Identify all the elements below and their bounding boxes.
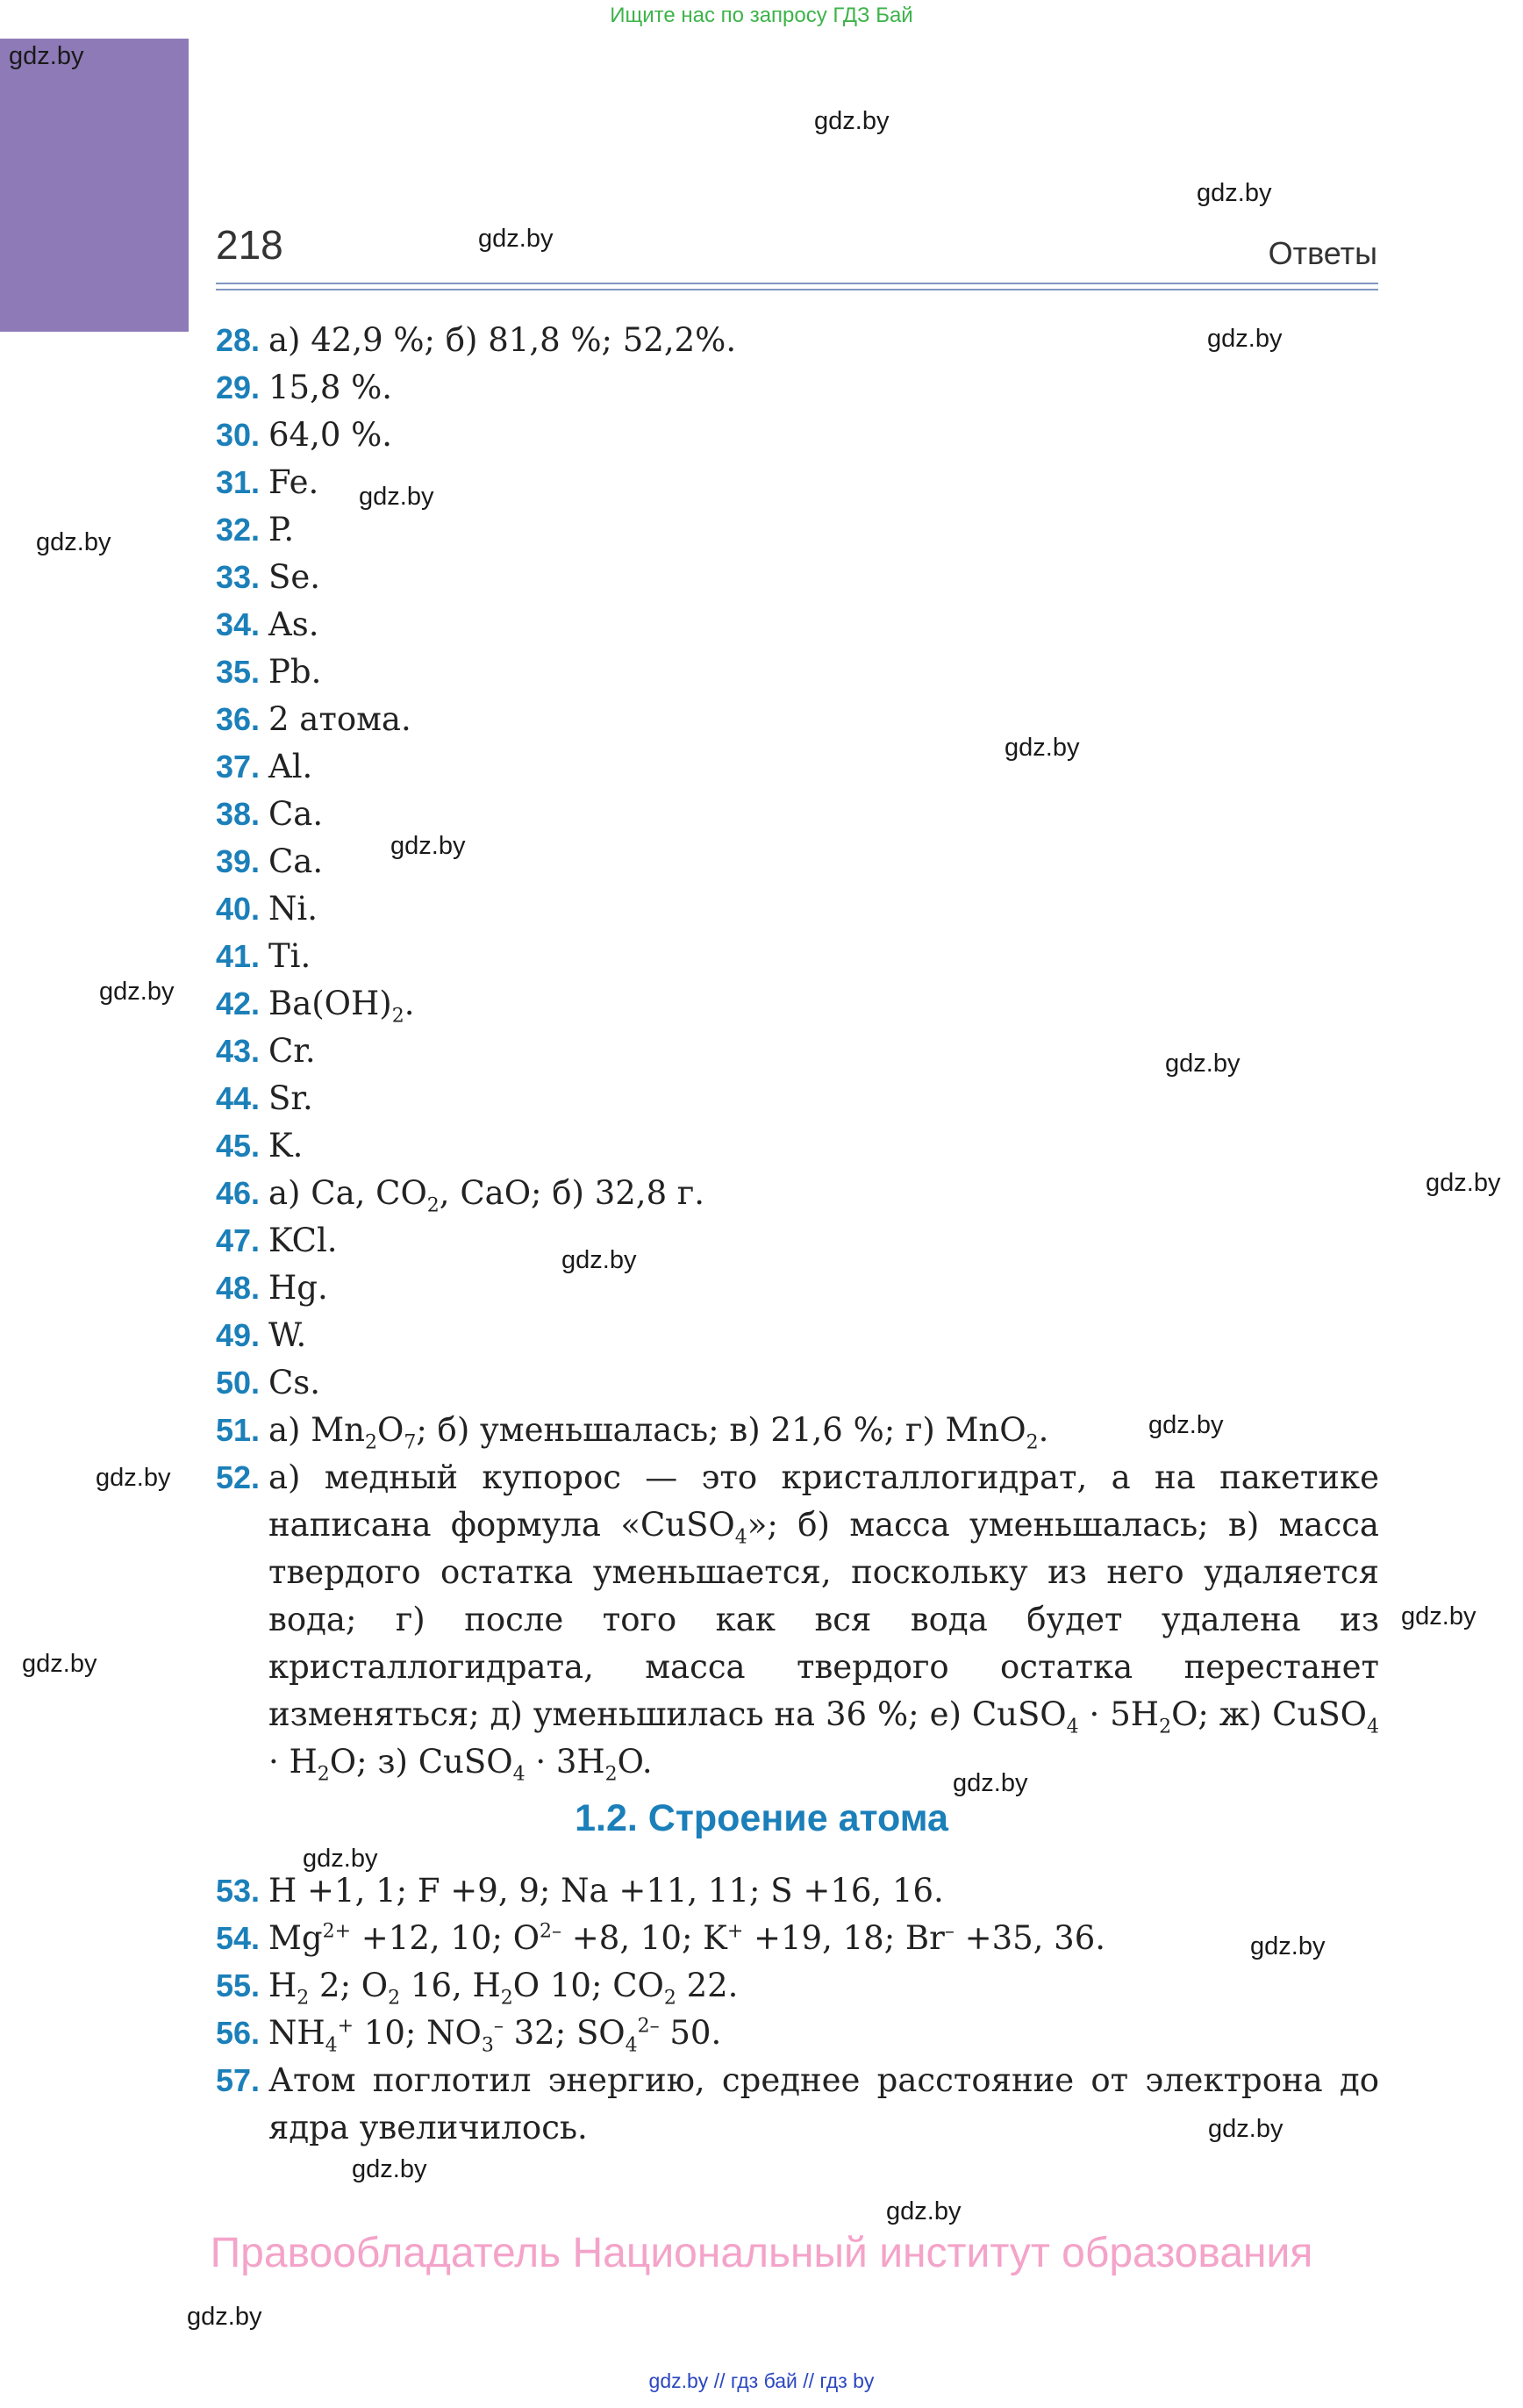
answer-number: 55. bbox=[216, 1967, 261, 2003]
watermark: gdz.by bbox=[561, 1246, 637, 1274]
section-title: 1.2. Строение атома bbox=[575, 1797, 948, 1839]
watermark: gdz.by bbox=[9, 42, 84, 70]
answer-text: а) $Mn_2O_7$; б) уменьшалась; в) 21,6 %; г) MnO$_2$. bbox=[268, 1411, 1049, 1454]
top-banner[interactable]: Ищите нас по запросу ГДЗ Бай bbox=[610, 4, 913, 27]
watermark: gdz.by bbox=[187, 2303, 262, 2331]
watermark: gdz.by bbox=[1208, 2115, 1283, 2143]
watermark: gdz.by bbox=[1426, 1169, 1501, 1197]
answer-text: 64,0 %. bbox=[268, 416, 393, 454]
watermark: gdz.by bbox=[22, 1650, 97, 1678]
watermark: gdz.by bbox=[814, 107, 890, 135]
answer-text: $Mg^{2+} +12$, 10; $O^{2-} +8$, 10; K+ +19, 18; Br– +35, 36. bbox=[268, 1919, 1106, 1957]
answer-text: Sr. bbox=[268, 1079, 313, 1117]
answer-text: K. bbox=[268, 1127, 304, 1165]
answers-list-section-2 bbox=[216, 1867, 1379, 2152]
watermark: gdz.by bbox=[1165, 1050, 1241, 1078]
answer-text: Al. bbox=[268, 748, 313, 785]
answer-text: 15,8 %. bbox=[268, 369, 393, 406]
watermark: gdz.by bbox=[1197, 179, 1272, 207]
answer-number: 38. bbox=[216, 796, 261, 832]
answer-text: а) 42,9 %; б) 81,8 %; 52,2%. bbox=[268, 321, 737, 359]
answer-number: 31. bbox=[216, 464, 261, 500]
answer-number: 39. bbox=[216, 843, 261, 879]
watermark: gdz.by bbox=[352, 2155, 427, 2183]
watermark: gdz.by bbox=[36, 528, 111, 556]
answer-number: 51. bbox=[216, 1412, 261, 1448]
answer-text: Pb. bbox=[268, 653, 322, 691]
answer-number: 49. bbox=[216, 1317, 261, 1353]
answer-number: 45. bbox=[216, 1128, 261, 1164]
watermark: gdz.by bbox=[953, 1769, 1028, 1797]
watermark: gdz.by bbox=[99, 978, 175, 1006]
answer-text: а) медный купорос — это кристаллогидрат, а на пакетике написана формула «CuSO$_4$»; б) масса уменьшалась; в) масса твердого остатка уменьшается, поскольку из него удаляется вода; г) после того как вся вода будет удалена из кристаллогидрата, масса твердого остатка перестанет изменяться; д) уменьшилась на 36 %; е) CuSO$_4$ · $5H_2O$; ж) CuSO$_4$ · $H_2O$; з) CuSO$_4$ · $3H_2O$. bbox=[268, 1458, 1379, 1786]
answer-number: 36. bbox=[216, 701, 261, 737]
answer-number: 37. bbox=[216, 749, 261, 785]
answer-text: $NH_4^+$ 10; $NO_3^-$ 32; $SO_4^{2-}$ 50. bbox=[268, 2014, 722, 2057]
answer-number: 53. bbox=[216, 1873, 261, 1909]
answer-number: 30. bbox=[216, 417, 261, 453]
answer-number: 29. bbox=[216, 369, 261, 405]
answer-text: Ca. bbox=[268, 842, 324, 880]
answer-text: $H_2$ 2; $O_2$ 16, $H_2O$ 10; $CO_2$ 22. bbox=[268, 1967, 739, 2010]
answer-text: 2 атома. bbox=[268, 700, 411, 738]
answer-number: 43. bbox=[216, 1033, 261, 1069]
answer-number: 34. bbox=[216, 606, 261, 642]
header-rule bbox=[216, 283, 1378, 284]
answer-text: P. bbox=[268, 511, 295, 548]
answer-text: Ni. bbox=[268, 890, 318, 928]
footer-links[interactable]: gdz.by // гдз бай // гдз by bbox=[648, 2369, 875, 2392]
copyright-notice: Правообладатель Национальный институт образования bbox=[210, 2230, 1313, 2276]
answer-text: Ti. bbox=[268, 937, 311, 975]
answer-text: Ca. bbox=[268, 795, 324, 833]
watermark: gdz.by bbox=[886, 2197, 962, 2225]
answers-list bbox=[216, 317, 1379, 1786]
answer-number: 57. bbox=[216, 2062, 261, 2098]
answer-number: 56. bbox=[216, 2015, 261, 2051]
answer-number: 40. bbox=[216, 891, 261, 927]
answer-text: Se. bbox=[268, 558, 321, 596]
corner-decor-block bbox=[0, 39, 189, 332]
answer-number: 47. bbox=[216, 1222, 261, 1258]
answer-text: H +1, 1; F +9, 9; Na +11, 11; S +16, 16. bbox=[268, 1872, 944, 1910]
answer-number: 54. bbox=[216, 1920, 261, 1956]
answer-number: 41. bbox=[216, 938, 261, 974]
answer-text: As. bbox=[268, 606, 319, 643]
answer-text: $Ba(OH)_2$. bbox=[268, 985, 415, 1028]
watermark: gdz.by bbox=[1207, 325, 1283, 353]
answer-number: 50. bbox=[216, 1365, 261, 1401]
watermark: gdz.by bbox=[478, 225, 554, 253]
watermark: gdz.by bbox=[359, 483, 434, 511]
header-title: Ответы bbox=[1268, 235, 1377, 271]
answer-number: 28. bbox=[216, 322, 261, 358]
answer-number: 44. bbox=[216, 1080, 261, 1116]
watermark: gdz.by bbox=[1148, 1411, 1224, 1439]
answer-number: 33. bbox=[216, 559, 261, 595]
answer-text: а) Ca, $CO_2$, CaO; б) 32,8 г. bbox=[268, 1174, 705, 1217]
answer-text: Fe. bbox=[268, 463, 319, 501]
watermark: gdz.by bbox=[303, 1845, 378, 1873]
watermark: gdz.by bbox=[1401, 1602, 1477, 1630]
answer-number: 35. bbox=[216, 654, 261, 690]
watermark: gdz.by bbox=[1005, 734, 1080, 762]
answer-text: Cr. bbox=[268, 1032, 316, 1070]
answer-text: W. bbox=[268, 1316, 307, 1354]
answer-text: KCl. bbox=[268, 1222, 338, 1259]
answer-number: 32. bbox=[216, 512, 261, 548]
answer-number: 42. bbox=[216, 985, 261, 1021]
header-rule bbox=[216, 289, 1378, 290]
watermark: gdz.by bbox=[390, 832, 466, 860]
answer-number: 48. bbox=[216, 1270, 261, 1306]
answer-text: Hg. bbox=[268, 1269, 328, 1307]
watermark: gdz.by bbox=[96, 1464, 171, 1492]
answer-number: 46. bbox=[216, 1175, 261, 1211]
answer-number: 52. bbox=[216, 1459, 261, 1495]
page-number: 218 bbox=[216, 222, 283, 268]
answer-text: Атом поглотил энергию, среднее расстояние от электрона до ядра увеличилось. bbox=[268, 2061, 1379, 2146]
answer-text: Cs. bbox=[268, 1364, 321, 1401]
watermark: gdz.by bbox=[1250, 1932, 1326, 1960]
